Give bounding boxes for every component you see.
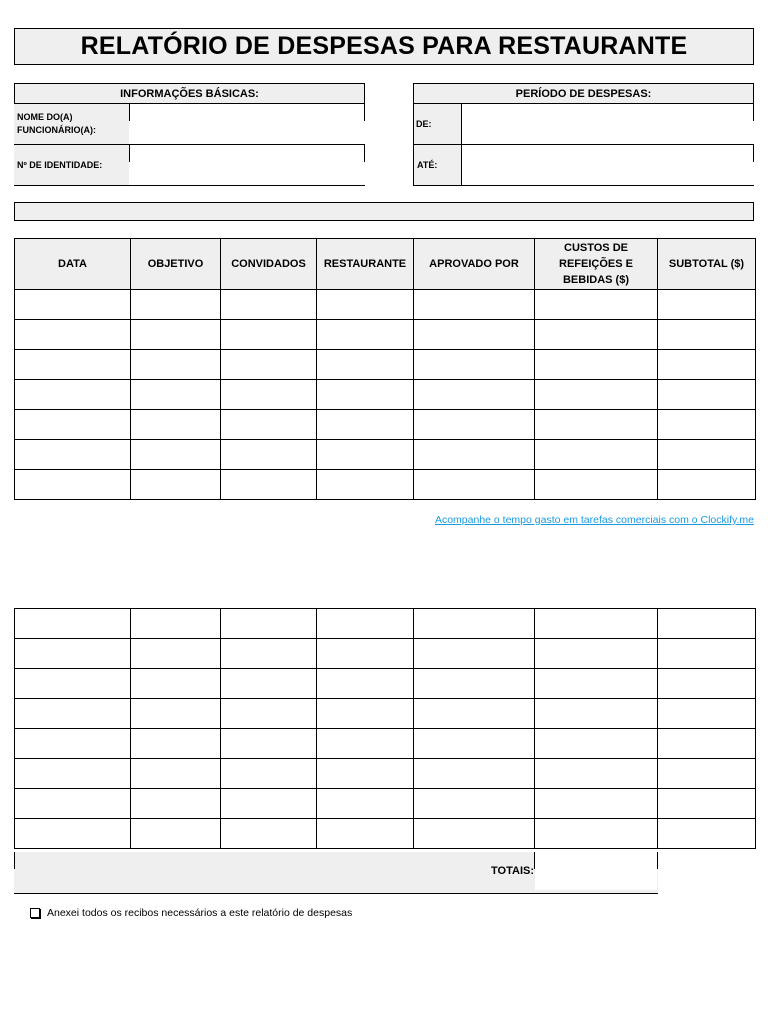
table-cell[interactable] [131, 410, 221, 440]
table-cell[interactable] [414, 410, 535, 440]
table-cell[interactable] [131, 609, 221, 639]
table-cell[interactable] [658, 350, 756, 380]
receipt-checkbox-row[interactable] [30, 907, 352, 919]
table-cell[interactable] [131, 440, 221, 470]
table-cell[interactable] [221, 350, 317, 380]
receipt-checkbox[interactable] [30, 908, 40, 918]
table-cell[interactable] [317, 639, 414, 669]
id-number-label: Nº DE IDENTIDADE: [14, 145, 129, 185]
table-cell[interactable] [658, 320, 756, 350]
table-cell[interactable] [221, 639, 317, 669]
column-header-date: DATA [15, 239, 131, 290]
table-cell[interactable] [221, 699, 317, 729]
table-cell[interactable] [221, 470, 317, 500]
divider [14, 185, 365, 186]
employee-name-label: NOME DO(A) FUNCIONÁRIO(A): [14, 104, 129, 144]
table-cell[interactable] [317, 699, 414, 729]
table-cell[interactable] [535, 789, 658, 819]
divider [129, 145, 130, 162]
table-cell[interactable] [414, 350, 535, 380]
table-cell[interactable] [535, 380, 658, 410]
separator-bar [14, 202, 754, 221]
report-title-box [14, 28, 754, 65]
table-cell[interactable] [317, 410, 414, 440]
table-row [15, 669, 756, 699]
table-cell[interactable] [221, 819, 317, 849]
table-cell[interactable] [535, 639, 658, 669]
table-cell[interactable] [131, 470, 221, 500]
table-cell[interactable] [221, 759, 317, 789]
table-row [15, 699, 756, 729]
table-cell[interactable] [317, 350, 414, 380]
table-cell[interactable] [15, 789, 131, 819]
table-cell[interactable] [317, 320, 414, 350]
from-date-field[interactable] [462, 104, 753, 144]
table-cell[interactable] [317, 470, 414, 500]
table-cell[interactable] [15, 729, 131, 759]
table-row [15, 729, 756, 759]
table-cell[interactable] [131, 320, 221, 350]
table-cell[interactable] [317, 290, 414, 320]
table-cell[interactable] [535, 819, 658, 849]
table-cell[interactable] [414, 290, 535, 320]
table-cell[interactable] [414, 759, 535, 789]
divider [413, 185, 754, 186]
table-cell[interactable] [535, 350, 658, 380]
from-date-label: DE: [413, 104, 461, 144]
clockify-link[interactable]: Acompanhe o tempo gasto em tarefas comerciais com o Clockify.me [434, 514, 754, 526]
table-cell[interactable] [221, 440, 317, 470]
table-cell[interactable] [535, 440, 658, 470]
table-cell[interactable] [15, 320, 131, 350]
table-row [15, 290, 756, 320]
table-cell[interactable] [658, 290, 756, 320]
table-cell[interactable] [221, 290, 317, 320]
table-cell[interactable] [131, 819, 221, 849]
table-cell[interactable] [658, 759, 756, 789]
table-cell[interactable] [221, 320, 317, 350]
table-cell[interactable] [535, 699, 658, 729]
divider [753, 104, 754, 121]
table-cell[interactable] [658, 699, 756, 729]
table-row [15, 380, 756, 410]
divider [364, 145, 365, 162]
divider [753, 145, 754, 162]
table-cell[interactable] [317, 440, 414, 470]
table-header-row [15, 239, 756, 290]
table-cell[interactable] [658, 729, 756, 759]
table-row [15, 320, 756, 350]
table-cell[interactable] [535, 669, 658, 699]
table-cell[interactable] [131, 639, 221, 669]
table-cell[interactable] [221, 609, 317, 639]
table-cell[interactable] [131, 789, 221, 819]
table-cell[interactable] [15, 639, 131, 669]
table-cell[interactable] [414, 609, 535, 639]
divider [14, 852, 15, 869]
table-cell[interactable] [15, 440, 131, 470]
table-cell[interactable] [414, 320, 535, 350]
table-cell[interactable] [15, 380, 131, 410]
table-cell[interactable] [317, 819, 414, 849]
table-cell[interactable] [317, 729, 414, 759]
table-cell[interactable] [15, 759, 131, 789]
divider [534, 852, 535, 869]
column-header-approved-by: APROVADO POR [414, 239, 535, 290]
divider [129, 104, 130, 121]
expense-table [14, 238, 756, 500]
column-header-objective: OBJETIVO [131, 239, 221, 290]
period-heading: PERÍODO DE DESPESAS: [413, 83, 754, 104]
table-cell[interactable] [535, 470, 658, 500]
table-cell[interactable] [15, 470, 131, 500]
column-header-meal-costs: CUSTOS DE REFEIÇÕES E BEBIDAS ($) [535, 239, 658, 290]
table-row [15, 789, 756, 819]
table-cell[interactable] [414, 639, 535, 669]
table-cell[interactable] [658, 819, 756, 849]
table-cell[interactable] [414, 440, 535, 470]
table-cell[interactable] [131, 699, 221, 729]
report-title: RELATÓRIO DE DESPESAS PARA RESTAURANTE [80, 32, 688, 60]
table-cell[interactable] [658, 639, 756, 669]
table-cell[interactable] [414, 789, 535, 819]
table-cell[interactable] [15, 410, 131, 440]
table-cell[interactable] [414, 699, 535, 729]
table-cell[interactable] [535, 609, 658, 639]
table-cell[interactable] [15, 669, 131, 699]
table-cell[interactable] [221, 410, 317, 440]
table-cell[interactable] [414, 669, 535, 699]
id-number-field[interactable] [130, 145, 364, 185]
table-cell[interactable] [131, 350, 221, 380]
receipt-checkbox-label: Anexei todos os recibos necessários a este relatório de despesas [47, 907, 353, 919]
table-cell[interactable] [15, 699, 131, 729]
table-cell[interactable] [15, 819, 131, 849]
table-cell[interactable] [131, 759, 221, 789]
table-cell[interactable] [535, 410, 658, 440]
table-cell[interactable] [414, 819, 535, 849]
table-cell[interactable] [658, 789, 756, 819]
column-header-guests: CONVIDADOS [221, 239, 317, 290]
basic-info-heading: INFORMAÇÕES BÁSICAS: [14, 83, 365, 104]
divider [14, 893, 658, 894]
totals-label: TOTAIS: [491, 865, 534, 877]
table-cell[interactable] [658, 380, 756, 410]
table-cell[interactable] [414, 380, 535, 410]
table-row [15, 819, 756, 849]
expense-table-continued [14, 608, 756, 849]
table-row [15, 410, 756, 440]
employee-name-field[interactable] [130, 104, 364, 144]
table-cell[interactable] [131, 380, 221, 410]
table-row [15, 639, 756, 669]
table-cell[interactable] [317, 609, 414, 639]
table-cell[interactable] [658, 440, 756, 470]
table-cell[interactable] [131, 669, 221, 699]
table-cell[interactable] [658, 410, 756, 440]
column-header-subtotal: SUBTOTAL ($) [658, 239, 756, 290]
table-cell[interactable] [317, 669, 414, 699]
table-cell[interactable] [317, 380, 414, 410]
table-cell[interactable] [15, 350, 131, 380]
divider [364, 104, 365, 121]
table-cell[interactable] [414, 470, 535, 500]
to-date-label: ATÉ: [414, 145, 461, 185]
table-cell[interactable] [658, 669, 756, 699]
table-cell[interactable] [317, 759, 414, 789]
table-cell[interactable] [658, 470, 756, 500]
table-cell[interactable] [535, 290, 658, 320]
column-header-restaurant: RESTAURANTE [317, 239, 414, 290]
table-row [15, 440, 756, 470]
table-row [15, 350, 756, 380]
table-row [15, 470, 756, 500]
table-cell[interactable] [414, 729, 535, 759]
table-cell[interactable] [131, 729, 221, 759]
table-cell[interactable] [535, 320, 658, 350]
table-cell[interactable] [535, 759, 658, 789]
table-cell[interactable] [317, 789, 414, 819]
table-cell[interactable] [221, 729, 317, 759]
to-date-field[interactable] [462, 145, 753, 185]
table-cell[interactable] [15, 609, 131, 639]
table-cell[interactable] [221, 380, 317, 410]
table-cell[interactable] [221, 669, 317, 699]
table-row [15, 759, 756, 789]
divider [657, 852, 658, 869]
table-row [15, 609, 756, 639]
table-cell[interactable] [535, 729, 658, 759]
table-cell[interactable] [131, 290, 221, 320]
table-cell[interactable] [221, 789, 317, 819]
totals-field[interactable] [535, 852, 657, 890]
table-cell[interactable] [15, 290, 131, 320]
table-cell[interactable] [658, 609, 756, 639]
